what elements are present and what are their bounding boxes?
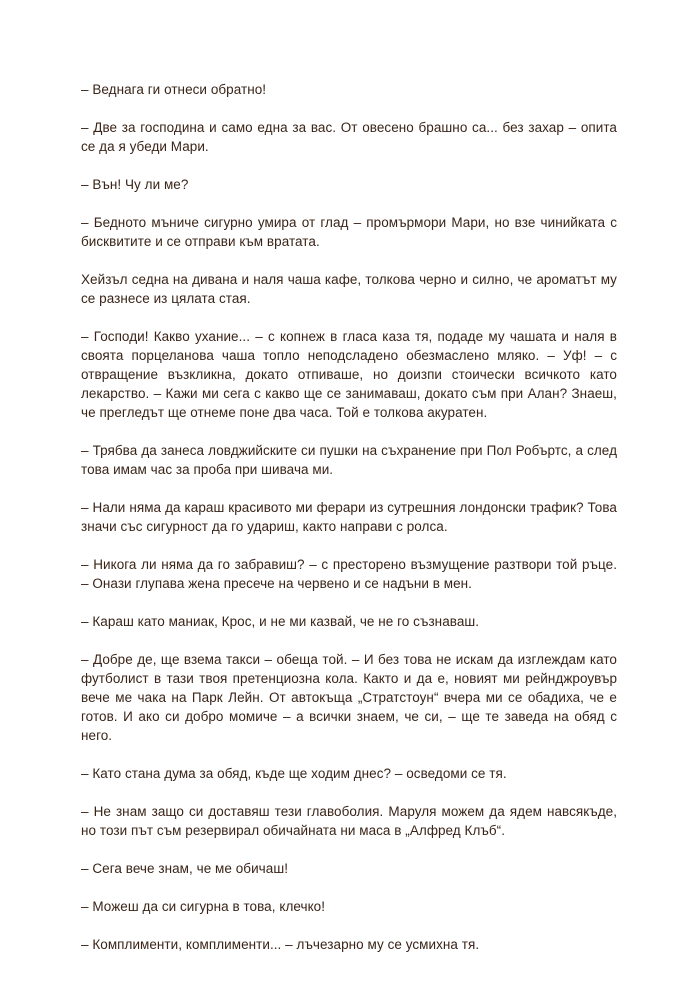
paragraph: – Можеш да си сигурна в това, клечко! (81, 899, 326, 914)
paragraph: – Като стана дума за обяд, къде ще ходим днес? – осведоми се тя. (81, 766, 507, 781)
paragraph: – Не знам защо си доставяш тези главоболия. Маруля можем да ядем навсякъде, но този път съм резервирал обичайната ни маса в „Алфред Клъб“. (81, 804, 617, 838)
paragraph: – Вън! Чу ли ме? (81, 177, 189, 192)
paragraph: – Караш като маниак, Крос, и не ми казвай, че не го съзнаваш. (81, 614, 480, 629)
paragraph: – Две за господина и само една за вас. От овесено брашно са... без захар – опита се да я убеди Мари. (81, 120, 617, 154)
paragraph: – Господи! Какво ухание... – с копнеж в гласа каза тя, подаде му чашата и наля в своята порцеланова чаша топло неподсладено обезмаслено мляко. – Уф! – с отвращение възкликна, докато отпиваше, но доизпи стоически всичкото като лекарство. – Кажи ми сега с какво ще се занимаваш, докато съм при Алан? Знаеш, че прегледът ще отнеме поне два часа. Той е толкова акуратен. (81, 329, 617, 420)
paragraph: – Веднага ги отнеси обратно! (81, 82, 267, 97)
paragraph: Хейзъл седна на дивана и наля чаша кафе, толкова черно и силно, че ароматът му се разнесе из цялата стая. (81, 272, 617, 306)
paragraph: – Комплименти, комплименти... – лъчезарно му се усмихна тя. (81, 937, 480, 952)
paragraph: – Бедното мъниче сигурно умира от глад – промърмори Мари, но взе чинийката с бисквитите и се отправи към вратата. (81, 215, 617, 249)
paragraph: – Трябва да занеса ловджийските си пушки на съхранение при Пол Робъртс, а след това имам час за проба при шивача ми. (81, 443, 617, 477)
paragraph: – Нали няма да караш красивото ми ферари из сутрешния лондонски трафик? Това значи със сигурност да го удариш, както направи с ролса. (81, 500, 617, 534)
paragraph: – Никога ли няма да го забравиш? – с престорено възмущение разтвори той ръце. – Онази глупава жена пресече на червено и се надъни в мен. (81, 557, 617, 591)
paragraph: – Добре де, ще взема такси – обеща той. – И без това не искам да изглеждам като футболист в тази твоя претенциозна кола. Както и да е, новият ми рейнджроувър вече ме чака на Парк Лейн. От автокъща „Стратстоун“ вчера ми се обадиха, че е готов. И ако си добро момиче – а всички знаем, че си, – ще те заведа на обяд с него. (81, 652, 617, 743)
body-text (81, 80, 617, 973)
paragraph: – Сега вече знам, че ме обичаш! (81, 861, 288, 876)
